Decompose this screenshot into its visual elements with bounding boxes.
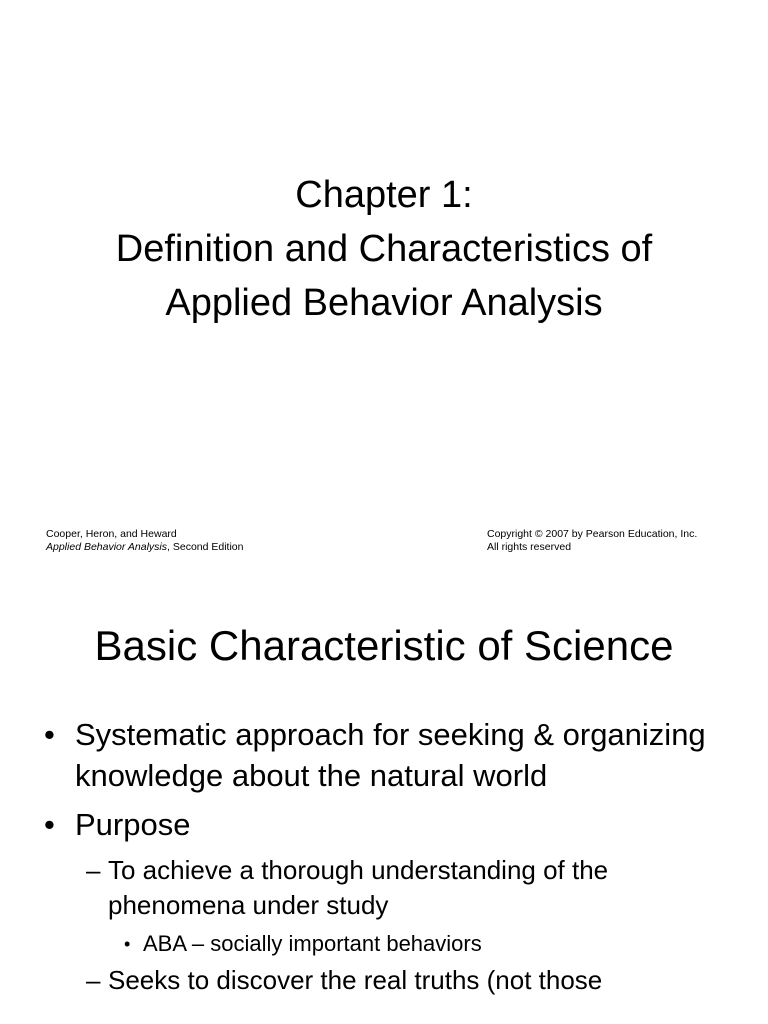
sub-bullet-text: To achieve a thorough understanding of the phenomena under study [108, 855, 609, 920]
sub-bullet-marker: – [86, 855, 101, 885]
footer-edition: , Second Edition [167, 541, 244, 553]
content-slide-title: Basic Characteristic of Science [94, 622, 674, 669]
bullet-text: Purpose [75, 807, 191, 842]
sub-sub-bullet-marker: • [124, 934, 131, 954]
bullet-marker: • [44, 717, 55, 752]
footer-copyright [487, 528, 697, 554]
bullet-list [0, 714, 768, 1004]
footer-copyright-line: Copyright © 2007 by Pearson Education, Inc. [487, 528, 698, 540]
footer-authors [46, 528, 243, 554]
sub-sub-bullet-item [0, 929, 768, 959]
content-slide [0, 576, 768, 1024]
bullet-text: Systematic approach for seeking & organizing knowledge about the natural world [75, 717, 706, 793]
title-line-definition: Definition and Characteristics of [115, 228, 653, 270]
sub-bullet-marker: – [86, 965, 101, 995]
bullet-item [0, 804, 768, 845]
bullet-item [0, 714, 768, 796]
footer-book-line [46, 541, 243, 554]
sub-sub-bullet-text: ABA – socially important behaviors [143, 931, 482, 956]
sub-bullet-text: Seeks to discover the real truths (not those [108, 965, 603, 995]
title-line-aba: Applied Behavior Analysis [165, 282, 603, 324]
bullet-marker: • [44, 807, 55, 842]
title-line-chapter: Chapter 1: [295, 174, 473, 216]
footer-book-title: Applied Behavior Analysis [46, 541, 168, 553]
sub-bullet-item [0, 963, 768, 998]
sub-bullet-item [0, 853, 768, 923]
slide-title [0, 168, 768, 330]
footer-rights-line: All rights reserved [487, 541, 572, 553]
footer-authors-line: Cooper, Heron, and Heward [46, 528, 177, 540]
